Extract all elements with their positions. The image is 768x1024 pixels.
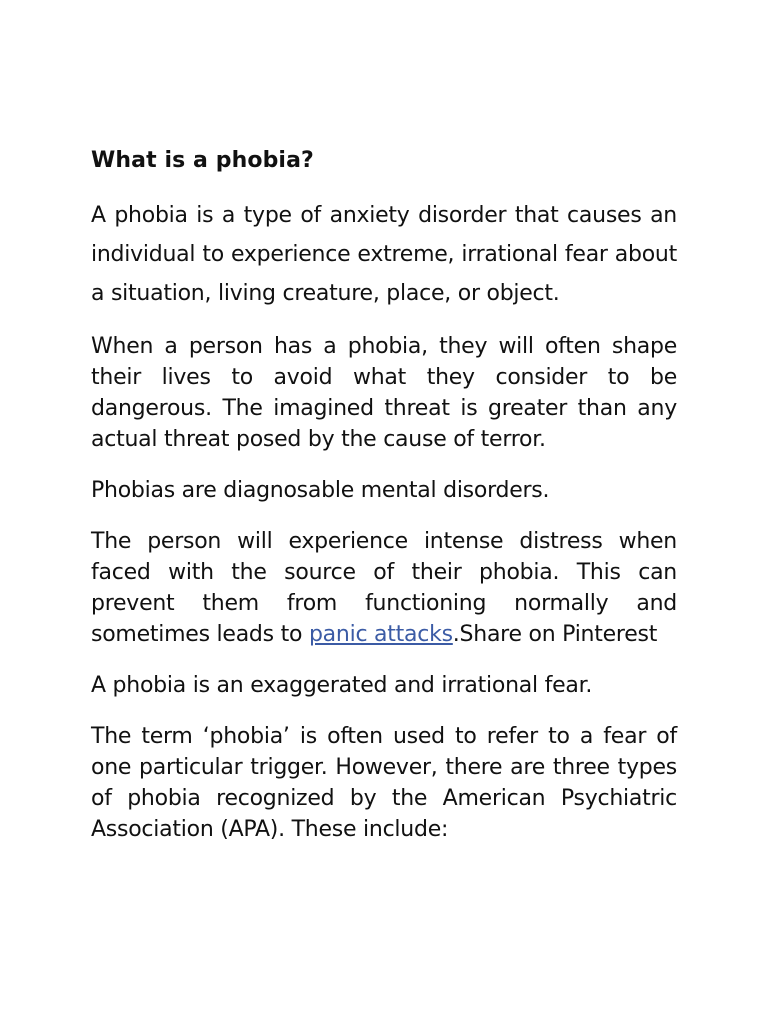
paragraph-distress-text: The person will experience intense distress when faced with the source of their phobia. This can prevent them from functioning normally and sometimes leads to (91, 529, 677, 647)
paragraph-exaggerated: A phobia is an exaggerated and irrational fear. (91, 673, 593, 698)
document-body (91, 146, 677, 865)
paragraph-distress (91, 526, 677, 650)
panic-attacks-link[interactable]: panic attacks (308, 622, 453, 647)
paragraph-definition: A phobia is a type of anxiety disorder that causes an individual to experience extreme, irrational fear about a situation, living creature, place, or object. (91, 203, 677, 306)
share-on-pinterest-text: .Share on Pinterest (452, 622, 658, 647)
paragraph-avoidance: When a person has a phobia, they will often shape their lives to avoid what they consider to be dangerous. The imagined threat is greater than any actual threat posed by the cause of terror. (91, 334, 677, 452)
paragraph-diagnosable: Phobias are diagnosable mental disorders. (91, 478, 550, 503)
paragraph-types: The term ‘phobia’ is often used to refer to a fear of one particular trigger. However, there are three types of phobia recognized by the American Psychiatric Association (APA). These include: (91, 724, 677, 842)
page-title: What is a phobia? (91, 148, 314, 173)
